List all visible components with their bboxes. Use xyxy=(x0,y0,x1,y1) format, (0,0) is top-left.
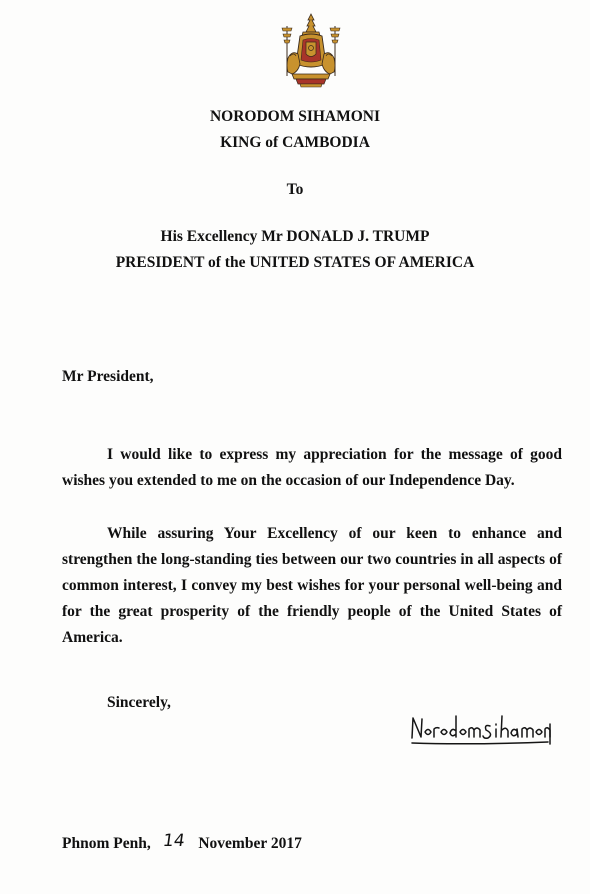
closing: Sincerely, xyxy=(107,694,171,711)
body-paragraph-2: While assuring Your Excellency of our keen to enhance and strengthen the long-standing ties between our two countries in all aspects of common interest, I convey my best wishes for your personal well-being and for the great prosperity of the friendly people of the United States of America. xyxy=(62,525,562,646)
body-paragraph-1: I would like to express my appreciation for the message of good wishes you extended to me on the occasion of our Independence Day. xyxy=(62,446,562,489)
sender-name: NORODOM SIHAMONI xyxy=(209,108,381,125)
date-month-year: November 2017 xyxy=(198,835,302,852)
royal-arms-emblem-icon xyxy=(274,12,348,88)
sender-title: KING of CAMBODIA xyxy=(220,134,370,151)
recipient-name: His Excellency Mr DONALD J. TRUMP xyxy=(160,228,430,245)
salutation: Mr President, xyxy=(62,368,154,385)
place: Phnom Penh, xyxy=(62,835,151,852)
date-day-handwritten: 14 xyxy=(161,831,186,851)
to-label: To xyxy=(286,181,304,198)
handwritten-signature xyxy=(408,704,554,750)
recipient-title: PRESIDENT of the UNITED STATES OF AMERICA xyxy=(115,254,475,271)
place-and-date xyxy=(62,833,302,853)
